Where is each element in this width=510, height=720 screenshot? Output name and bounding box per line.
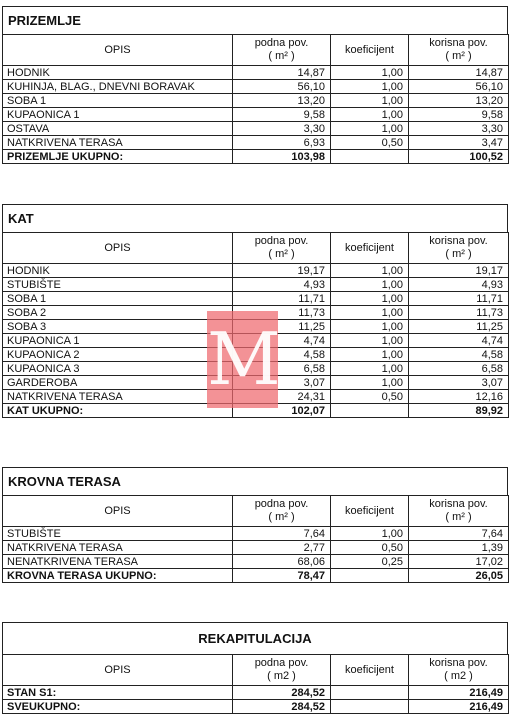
row-podna: 56,10	[233, 80, 331, 94]
col-opis: OPIS	[3, 233, 233, 264]
kat-section	[2, 204, 508, 418]
table-row	[3, 362, 509, 376]
col-opis: OPIS	[3, 496, 233, 527]
table-row	[3, 390, 509, 404]
col-korisna: korisna pov. ( m² )	[409, 233, 509, 264]
table-row	[3, 527, 509, 541]
row-podna: 4,74	[233, 334, 331, 348]
column-header-row	[3, 496, 509, 527]
prizemlje-table	[2, 34, 509, 164]
row-opis: STAN S1:	[3, 686, 233, 700]
row-korisna: 13,20	[409, 94, 509, 108]
rekapitulacija-table	[2, 654, 509, 714]
row-korisna: 4,93	[409, 278, 509, 292]
krovna-terasa-table	[2, 495, 509, 583]
section-title: PRIZEMLJE	[2, 6, 508, 34]
row-opis: NATKRIVENA TERASA	[3, 136, 233, 150]
row-korisna: 19,17	[409, 264, 509, 278]
table-row	[3, 541, 509, 555]
row-korisna: 56,10	[409, 80, 509, 94]
row-opis: SOBA 1	[3, 94, 233, 108]
row-korisna: 1,39	[409, 541, 509, 555]
total-row: KROVNA TERASA UKUPNO: 78,47 26,05	[3, 569, 509, 583]
row-podna: 284,52	[233, 686, 331, 700]
row-opis: SOBA 2	[3, 306, 233, 320]
table-row	[3, 94, 509, 108]
row-koeficijent: 0,25	[331, 555, 409, 569]
row-koeficijent: 0,50	[331, 541, 409, 555]
col-korisna: korisna pov. ( m2 )	[409, 655, 509, 686]
row-opis: NATKRIVENA TERASA	[3, 541, 233, 555]
table-row	[3, 348, 509, 362]
row-koeficijent: 1,00	[331, 348, 409, 362]
row-opis: SVEUKUPNO:	[3, 700, 233, 714]
section-title: KROVNA TERASA	[2, 467, 508, 495]
col-korisna: korisna pov. ( m² )	[409, 496, 509, 527]
col-podna: podna pov. ( m² )	[233, 35, 331, 66]
row-opis: HODNIK	[3, 66, 233, 80]
row-podna: 11,73	[233, 306, 331, 320]
row-korisna: 11,73	[409, 306, 509, 320]
table-row	[3, 334, 509, 348]
row-koeficijent: 0,50	[331, 136, 409, 150]
row-podna: 4,93	[233, 278, 331, 292]
column-header-row	[3, 35, 509, 66]
row-korisna: 7,64	[409, 527, 509, 541]
column-header-row	[3, 233, 509, 264]
row-podna: 4,58	[233, 348, 331, 362]
row-podna: 14,87	[233, 66, 331, 80]
row-opis: SOBA 1	[3, 292, 233, 306]
row-korisna: 4,58	[409, 348, 509, 362]
krovna-terasa-section	[2, 467, 508, 583]
row-koeficijent: 1,00	[331, 278, 409, 292]
col-opis: OPIS	[3, 35, 233, 66]
col-podna: podna pov. ( m² )	[233, 496, 331, 527]
prizemlje-section	[2, 6, 508, 164]
row-opis: GARDEROBA	[3, 376, 233, 390]
row-podna: 6,58	[233, 362, 331, 376]
row-korisna: 17,02	[409, 555, 509, 569]
col-koeficijent: koeficijent	[331, 35, 409, 66]
row-koeficijent: 1,00	[331, 122, 409, 136]
rekapitulacija-section	[2, 622, 508, 714]
row-koeficijent: 1,00	[331, 362, 409, 376]
row-podna: 24,31	[233, 390, 331, 404]
col-koeficijent: koeficijent	[331, 233, 409, 264]
table-row	[3, 122, 509, 136]
row-podna: 9,58	[233, 108, 331, 122]
table-row	[3, 292, 509, 306]
row-korisna: 3,07	[409, 376, 509, 390]
row-opis: KUPAONICA 2	[3, 348, 233, 362]
row-koeficijent: 1,00	[331, 527, 409, 541]
row-korisna: 4,74	[409, 334, 509, 348]
row-korisna: 14,87	[409, 66, 509, 80]
row-podna: 11,71	[233, 292, 331, 306]
row-opis: NATKRIVENA TERASA	[3, 390, 233, 404]
row-opis: KUPAONICA 3	[3, 362, 233, 376]
row-podna: 68,06	[233, 555, 331, 569]
row-koeficijent: 1,00	[331, 94, 409, 108]
row-podna: 3,07	[233, 376, 331, 390]
row-koeficijent: 1,00	[331, 376, 409, 390]
row-opis: OSTAVA	[3, 122, 233, 136]
row-podna: 11,25	[233, 320, 331, 334]
row-podna: 2,77	[233, 541, 331, 555]
table-row	[3, 278, 509, 292]
row-koeficijent: 1,00	[331, 108, 409, 122]
row-koeficijent: 0,50	[331, 390, 409, 404]
table-row	[3, 376, 509, 390]
row-koeficijent: 1,00	[331, 334, 409, 348]
col-opis: OPIS	[3, 655, 233, 686]
row-opis: HODNIK	[3, 264, 233, 278]
table-row	[3, 264, 509, 278]
table-row	[3, 686, 509, 700]
table-row	[3, 306, 509, 320]
table-row	[3, 108, 509, 122]
row-korisna: 11,71	[409, 292, 509, 306]
row-koeficijent: 1,00	[331, 264, 409, 278]
row-opis: KUPAONICA 1	[3, 334, 233, 348]
row-opis: KUHINJA, BLAG., DNEVNI BORAVAK	[3, 80, 233, 94]
total-row: KAT UKUPNO: 102,07 89,92	[3, 404, 509, 418]
row-podna: 284,52	[233, 700, 331, 714]
row-opis: STUBIŠTE	[3, 278, 233, 292]
row-podna: 7,64	[233, 527, 331, 541]
table-row	[3, 66, 509, 80]
table-row	[3, 320, 509, 334]
row-podna: 3,30	[233, 122, 331, 136]
row-korisna: 3,30	[409, 122, 509, 136]
total-row: PRIZEMLJE UKUPNO: 103,98 100,52	[3, 150, 509, 164]
row-podna: 19,17	[233, 264, 331, 278]
kat-table	[2, 232, 509, 418]
row-koeficijent	[331, 686, 409, 700]
row-koeficijent: 1,00	[331, 306, 409, 320]
row-podna: 13,20	[233, 94, 331, 108]
watermark-logo: M	[207, 311, 278, 408]
row-korisna: 3,47	[409, 136, 509, 150]
row-opis: NENATKRIVENA TERASA	[3, 555, 233, 569]
row-opis: SOBA 3	[3, 320, 233, 334]
section-title: REKAPITULACIJA	[2, 622, 508, 654]
row-koeficijent	[331, 700, 409, 714]
table-row	[3, 700, 509, 714]
row-podna: 6,93	[233, 136, 331, 150]
row-korisna: 12,16	[409, 390, 509, 404]
row-korisna: 216,49	[409, 700, 509, 714]
row-koeficijent: 1,00	[331, 292, 409, 306]
col-podna: podna pov. ( m2 )	[233, 655, 331, 686]
section-title: KAT	[2, 204, 508, 232]
row-korisna: 216,49	[409, 686, 509, 700]
row-korisna: 9,58	[409, 108, 509, 122]
row-koeficijent: 1,00	[331, 320, 409, 334]
col-koeficijent: koeficijent	[331, 655, 409, 686]
column-header-row	[3, 655, 509, 686]
row-korisna: 6,58	[409, 362, 509, 376]
row-koeficijent: 1,00	[331, 80, 409, 94]
table-row	[3, 80, 509, 94]
col-podna: podna pov. ( m² )	[233, 233, 331, 264]
row-opis: KUPAONICA 1	[3, 108, 233, 122]
row-koeficijent: 1,00	[331, 66, 409, 80]
row-opis: STUBIŠTE	[3, 527, 233, 541]
table-row	[3, 555, 509, 569]
col-koeficijent: koeficijent	[331, 496, 409, 527]
col-korisna: korisna pov. ( m² )	[409, 35, 509, 66]
row-korisna: 11,25	[409, 320, 509, 334]
table-row	[3, 136, 509, 150]
